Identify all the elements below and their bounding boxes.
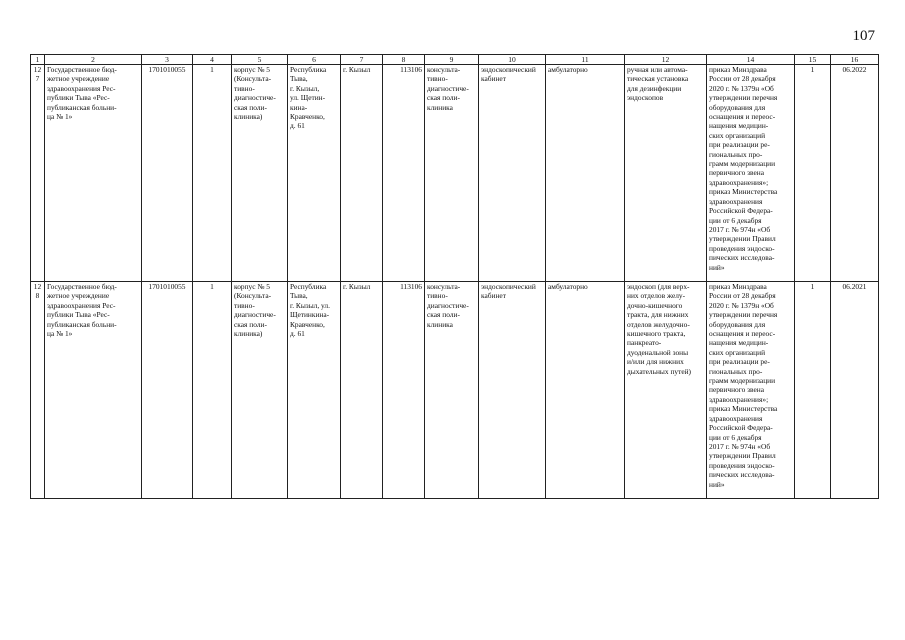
col-header: 11 [546, 55, 625, 65]
unit-name: консульта- тивно- диагностиче- ская поли- клиника [425, 282, 479, 499]
row-number: 128 [31, 282, 45, 499]
col-header: 14 [707, 55, 795, 65]
organization-name: Государственное бюд- жетное учреждение здравоохранения Рес- публики Тыва «Рес- публиканская больни- ца № 1» [45, 282, 142, 499]
table-row [31, 282, 879, 499]
table-row [31, 65, 879, 282]
building-count: 1 [193, 282, 232, 499]
col-header: 4 [193, 55, 232, 65]
equipment-name: эндоскоп (для верх- них отделов желу- дочно-кишечного тракта, для нижних отделов желудочно- кишечного тракта, панкреато- дуоденальной зоны и/или для нижних дыхательных путей) [625, 282, 707, 499]
col-header: 6 [288, 55, 341, 65]
equipment-name: ручная или автома- тическая установка для дезинфекции эндоскопов [625, 65, 707, 282]
building-name: корпус № 5 (Консульта- тивно- диагностиче- ская поли- клиника) [232, 282, 288, 499]
organization-code: 1701010055 [142, 65, 193, 282]
city: г. Кызыл [341, 65, 383, 282]
legal-basis: приказ Минздрава России от 28 декабря 2020 г. № 1379н «Об утверждении перечня оборудования для оснащения и переос- нащения медицин- ских организаций при реализации ре- гиональных про- грамм модернизации первичного звена здравоохранения»; приказ Министерства здравоохранения Российской Федера- ции от 6 декабря 2017 г. № 974н «Об утверждении Правил проведения эндоско- пических исследова- ний» [707, 282, 795, 499]
delivery-date: 06.2022 [831, 65, 879, 282]
col-header: 16 [831, 55, 879, 65]
equipment-table [30, 54, 879, 499]
postal-index: 113106 [383, 282, 425, 499]
care-mode: амбулаторно [546, 65, 625, 282]
col-header: 9 [425, 55, 479, 65]
quantity: 1 [795, 65, 831, 282]
organization-name: Государственное бюд- жетное учреждение здравоохранения Рес- публики Тыва «Рес- публиканская больни- ца № 1» [45, 65, 142, 282]
col-header: 10 [479, 55, 546, 65]
building-count: 1 [193, 65, 232, 282]
header-row [31, 55, 879, 65]
address: Республика Тыва, г. Кызыл, ул. Щетинкина- Кравченко, д. 61 [288, 282, 341, 499]
quantity: 1 [795, 282, 831, 499]
col-header: 5 [232, 55, 288, 65]
unit-name: консульта- тивно- диагностиче- ская поли- клиника [425, 65, 479, 282]
col-header: 8 [383, 55, 425, 65]
room-name: эндоскопический кабинет [479, 65, 546, 282]
city: г. Кызыл [341, 282, 383, 499]
page-number: 107 [852, 28, 875, 44]
row-number: 127 [31, 65, 45, 282]
col-header: 3 [142, 55, 193, 65]
postal-index: 113106 [383, 65, 425, 282]
col-header: 7 [341, 55, 383, 65]
col-header: 2 [45, 55, 142, 65]
legal-basis: приказ Минздрава России от 28 декабря 2020 г. № 1379н «Об утверждении перечня оборудования для оснащения и переос- нащения медицин- ских организаций при реализации ре- гиональных про- грамм модернизации первичного звена здравоохранения»; приказ Министерства здравоохранения Российской Федера- ции от 6 декабря 2017 г. № 974н «Об утверждении Правил проведения эндоско- пических исследова- ний» [707, 65, 795, 282]
delivery-date: 06.2021 [831, 282, 879, 499]
col-header: 15 [795, 55, 831, 65]
organization-code: 1701010055 [142, 282, 193, 499]
col-header: 12 [625, 55, 707, 65]
building-name: корпус № 5 (Консульта- тивно- диагностиче- ская поли- клиника) [232, 65, 288, 282]
address: Республика Тыва, г. Кызыл, ул. Щетин- кина- Кравченко, д. 61 [288, 65, 341, 282]
care-mode: амбулаторно [546, 282, 625, 499]
col-header: 1 [31, 55, 45, 65]
room-name: эндоскопический кабинет [479, 282, 546, 499]
